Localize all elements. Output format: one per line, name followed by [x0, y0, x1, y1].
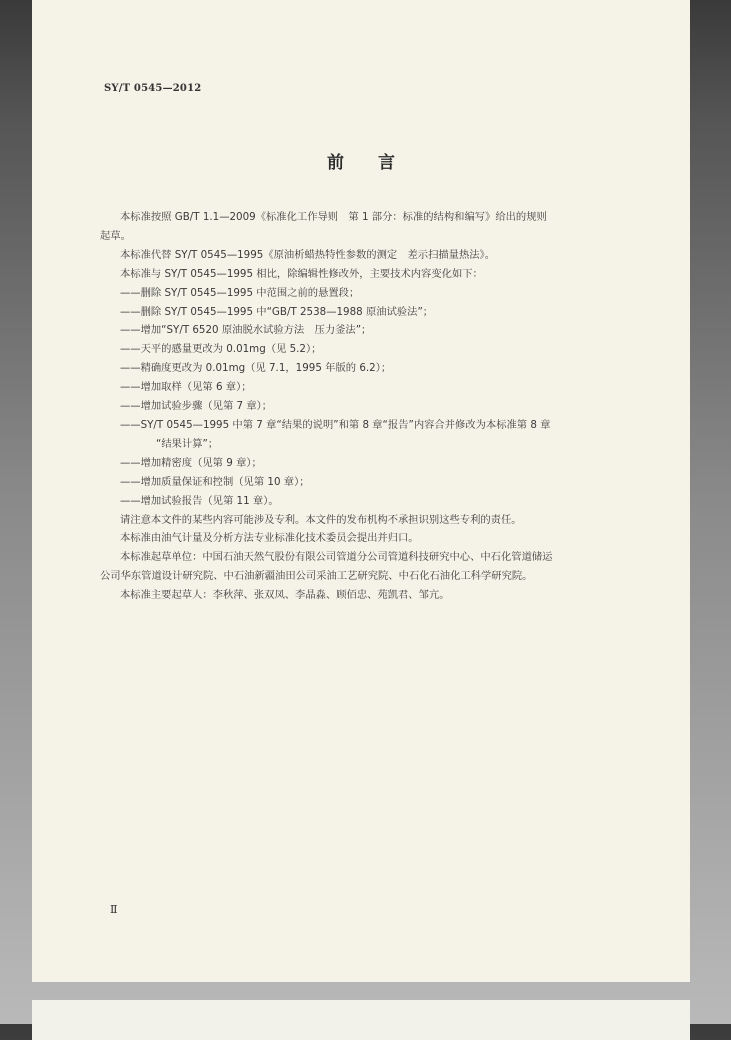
foreword-body [100, 208, 642, 605]
list-item: ——增加取样（见第 6 章）； [120, 381, 252, 394]
page-number: Ⅱ [110, 903, 118, 916]
paragraph-changes-intro: 本标准与 SY/T 0545—1995 相比，除编辑性修改外，主要技术内容变化如下： [120, 267, 483, 280]
list-item: ——增加“SY/T 6520 原油脱水试验方法 压力釜法”； [120, 324, 372, 337]
list-item-cont: “结果计算”； [156, 437, 219, 450]
list-item: ——天平的感量更改为 0.01mg（见 5.2）； [120, 343, 322, 356]
list-item: ——删除 SY/T 0545—1995 中范围之前的悬置段； [120, 286, 360, 299]
paragraph-drafters: 本标准主要起草人：李秋萍、张双凤、李晶淼、顾佰忠、苑凯君、邹亢。 [120, 589, 450, 602]
list-item: ——删除 SY/T 0545—1995 中“GB/T 2538—1988 原油试验法”； [120, 305, 434, 318]
paragraph-drafting-units: 本标准起草单位：中国石油天然气股份有限公司管道分公司管道科技研究中心、中石化管道储运 [120, 551, 553, 564]
paragraph-replaces: 本标准代替 SY/T 0545—1995《原油析蜡热特性参数的测定 差示扫描量热法》。 [120, 248, 495, 261]
list-item: ——增加试验步骤（见第 7 章）； [120, 400, 273, 413]
paragraph-drafting-units-cont: 公司华东管道设计研究院、中石油新疆油田公司采油工艺研究院、中石化石油化工科学研究院。 [100, 570, 533, 583]
list-item: ——精确度更改为 0.01mg（见 7.1，1995 年版的 6.2）； [120, 362, 392, 375]
document-page [32, 0, 690, 982]
list-item: ——增加质量保证和控制（见第 10 章）； [120, 475, 310, 488]
paragraph-committee: 本标准由油气计量及分析方法专业标准化技术委员会提出并归口。 [120, 532, 419, 545]
list-item: ——SY/T 0545—1995 中第 7 章“结果的说明”和第 8 章“报告”内容合并修改为本标准第 8 章 [120, 418, 551, 431]
paragraph-drafting-rules: 本标准按照 GB/T 1.1—2009《标准化工作导则 第 1 部分：标准的结构和编写》给出的规则 [120, 211, 547, 223]
standard-number: SY/T 0545—2012 [104, 83, 202, 94]
page-title: 前言 [327, 153, 429, 173]
paragraph-drafting-rules-cont: 起草。 [100, 229, 131, 242]
list-item: ——增加试验报告（见第 11 章）。 [120, 494, 279, 507]
paragraph-patent-notice: 请注意本文件的某些内容可能涉及专利。本文件的发布机构不承担识别这些专利的责任。 [120, 513, 522, 526]
list-item: ——增加精密度（见第 9 章）； [120, 456, 262, 469]
next-page-edge [32, 1000, 690, 1040]
